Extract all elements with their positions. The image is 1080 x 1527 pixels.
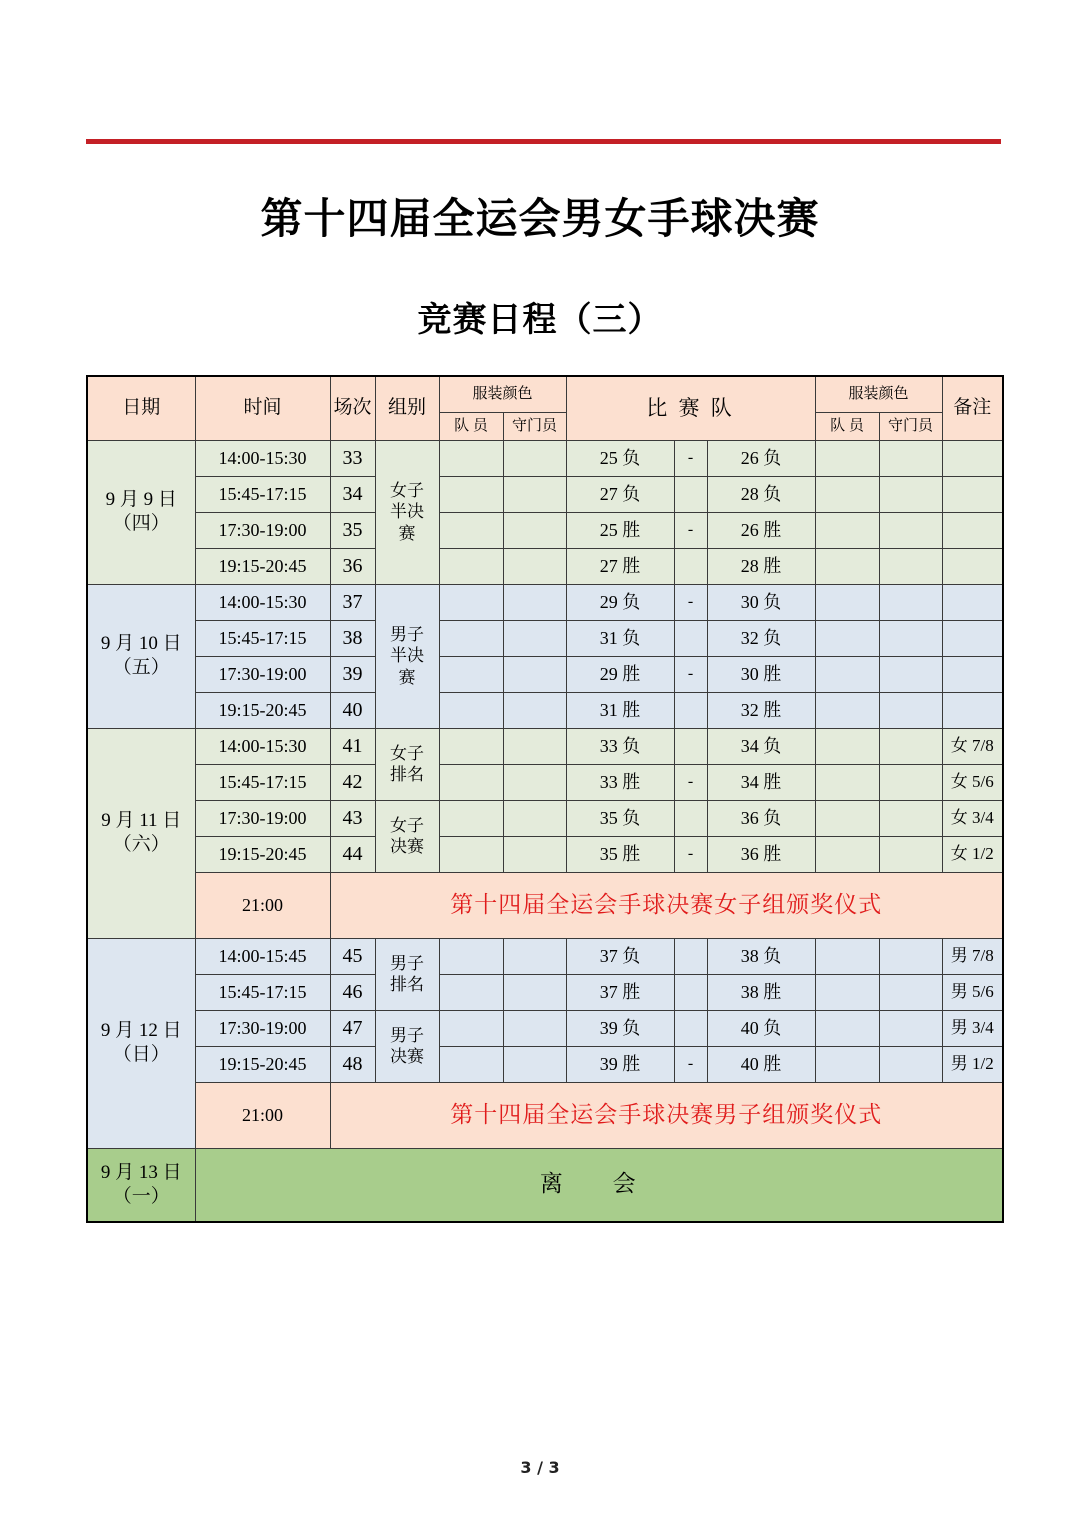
group-line-1: 女子 [390, 743, 424, 763]
uniform-right-player-cell [815, 620, 879, 656]
uniform-right-player-cell [815, 938, 879, 974]
team-left-cell: 25 负 [566, 440, 674, 476]
table-row [87, 728, 1003, 764]
uniform-left-keeper-cell [503, 548, 566, 584]
team-separator-cell [674, 692, 707, 728]
team-separator-cell [674, 938, 707, 974]
ceremony-time-cell: 21:00 [195, 872, 330, 938]
team-separator-cell: - [674, 656, 707, 692]
team-left-cell: 27 负 [566, 476, 674, 512]
match-number-cell: 43 [330, 800, 375, 836]
uniform-left-player-cell [439, 440, 503, 476]
remark-cell: 女 1/2 [942, 836, 1003, 872]
uniform-left-player-cell [439, 974, 503, 1010]
group-line-2: 半决 [390, 646, 424, 666]
time-cell: 15:45-17:15 [195, 974, 330, 1010]
uniform-right-keeper-cell [879, 1010, 942, 1046]
header-remark: 备注 [942, 376, 1003, 440]
uniform-left-keeper-cell [503, 1010, 566, 1046]
group-cell [375, 440, 439, 584]
remark-cell [942, 548, 1003, 584]
remark-cell: 女 7/8 [942, 728, 1003, 764]
team-right-cell: 36 负 [707, 800, 815, 836]
uniform-left-player-cell [439, 764, 503, 800]
uniform-left-keeper-cell [503, 512, 566, 548]
uniform-right-keeper-cell [879, 836, 942, 872]
time-cell: 15:45-17:15 [195, 764, 330, 800]
group-line-1: 男子 [390, 625, 424, 645]
uniform-left-keeper-cell [503, 1046, 566, 1082]
date-cell [87, 440, 195, 584]
team-left-cell: 35 负 [566, 800, 674, 836]
group-cell [375, 1010, 439, 1082]
table-row [87, 938, 1003, 974]
uniform-right-player-cell [815, 764, 879, 800]
group-line-1: 男子 [390, 953, 424, 973]
uniform-left-keeper-cell [503, 476, 566, 512]
uniform-right-player-cell [815, 728, 879, 764]
team-separator-cell [674, 800, 707, 836]
team-left-cell: 29 胜 [566, 656, 674, 692]
page-title: 第十四届全运会男女手球决赛 [260, 194, 820, 243]
team-right-cell: 32 负 [707, 620, 815, 656]
uniform-left-keeper-cell [503, 938, 566, 974]
time-cell: 14:00-15:30 [195, 584, 330, 620]
time-cell: 14:00-15:45 [195, 938, 330, 974]
uniform-right-keeper-cell [879, 938, 942, 974]
table-row [87, 692, 1003, 728]
match-number-cell: 37 [330, 584, 375, 620]
remark-cell [942, 656, 1003, 692]
table-row [87, 584, 1003, 620]
group-line-2: 排名 [390, 765, 424, 784]
group-line-1: 女子 [390, 815, 424, 835]
header-uniform-color-right: 服装颜色 [815, 376, 942, 412]
match-number-cell: 47 [330, 1010, 375, 1046]
table-row [87, 764, 1003, 800]
table-row [87, 1046, 1003, 1082]
team-right-cell: 28 负 [707, 476, 815, 512]
group-cell [375, 938, 439, 1010]
date-cell [87, 584, 195, 728]
departure-text: 离 会 [539, 1171, 658, 1197]
table-row [87, 548, 1003, 584]
team-left-cell: 37 胜 [566, 974, 674, 1010]
remark-cell: 男 3/4 [942, 1010, 1003, 1046]
match-number-cell: 48 [330, 1046, 375, 1082]
remark-cell [942, 620, 1003, 656]
group-cell [375, 728, 439, 800]
uniform-left-player-cell [439, 938, 503, 974]
header-uniform-color-left: 服装颜色 [439, 376, 566, 412]
team-right-cell: 40 负 [707, 1010, 815, 1046]
uniform-left-keeper-cell [503, 728, 566, 764]
team-left-cell: 29 负 [566, 584, 674, 620]
uniform-right-player-cell [815, 800, 879, 836]
match-number-cell: 41 [330, 728, 375, 764]
header-right-keeper: 守门员 [879, 412, 942, 440]
date-line-1: 9 月 11 日 [101, 810, 182, 832]
date-line-2: （五） [112, 657, 170, 678]
group-line-2: 半决 [390, 502, 424, 522]
table-body [87, 440, 1003, 1222]
header-left-player: 队 员 [439, 412, 503, 440]
ceremony-title-cell: 第十四届全运会手球决赛女子组颁奖仪式 [330, 872, 1003, 938]
uniform-right-keeper-cell [879, 512, 942, 548]
header-right-player: 队 员 [815, 412, 879, 440]
uniform-right-keeper-cell [879, 764, 942, 800]
date-line-1: 9 月 9 日 [105, 489, 177, 511]
uniform-left-keeper-cell [503, 764, 566, 800]
uniform-right-keeper-cell [879, 656, 942, 692]
remark-cell [942, 512, 1003, 548]
uniform-left-keeper-cell [503, 656, 566, 692]
departure-date-cell [87, 1148, 195, 1222]
table-row [87, 656, 1003, 692]
team-right-cell: 26 负 [707, 440, 815, 476]
uniform-left-player-cell [439, 548, 503, 584]
uniform-right-player-cell [815, 656, 879, 692]
remark-cell: 女 3/4 [942, 800, 1003, 836]
uniform-left-player-cell [439, 512, 503, 548]
time-cell: 17:30-19:00 [195, 1010, 330, 1046]
uniform-right-player-cell [815, 1010, 879, 1046]
team-right-cell: 30 负 [707, 584, 815, 620]
group-line-1: 男子 [390, 1025, 424, 1045]
remark-cell: 女 5/6 [942, 764, 1003, 800]
header-time: 时间 [195, 376, 330, 440]
match-number-cell: 40 [330, 692, 375, 728]
uniform-right-keeper-cell [879, 800, 942, 836]
team-right-cell: 40 胜 [707, 1046, 815, 1082]
uniform-right-player-cell [815, 512, 879, 548]
date-line-2: （日） [112, 1044, 170, 1065]
ceremony-row [87, 872, 1003, 938]
team-separator-cell [674, 548, 707, 584]
team-left-cell: 31 胜 [566, 692, 674, 728]
team-separator-cell: - [674, 1046, 707, 1082]
date-cell [87, 728, 195, 938]
team-separator-cell [674, 476, 707, 512]
team-separator-cell [674, 974, 707, 1010]
time-cell: 14:00-15:30 [195, 440, 330, 476]
time-cell: 19:15-20:45 [195, 1046, 330, 1082]
team-right-cell: 36 胜 [707, 836, 815, 872]
header-date: 日期 [87, 376, 195, 440]
match-number-cell: 38 [330, 620, 375, 656]
match-number-cell: 45 [330, 938, 375, 974]
departure-label-cell [195, 1148, 1003, 1222]
uniform-left-keeper-cell [503, 974, 566, 1010]
team-right-cell: 34 胜 [707, 764, 815, 800]
header-group: 组别 [375, 376, 439, 440]
uniform-left-player-cell [439, 1010, 503, 1046]
uniform-right-keeper-cell [879, 476, 942, 512]
table-row [87, 620, 1003, 656]
uniform-right-keeper-cell [879, 584, 942, 620]
team-left-cell: 25 胜 [566, 512, 674, 548]
remark-cell [942, 692, 1003, 728]
table-row [87, 1010, 1003, 1046]
time-cell: 14:00-15:30 [195, 728, 330, 764]
uniform-left-keeper-cell [503, 800, 566, 836]
uniform-right-player-cell [815, 1046, 879, 1082]
team-left-cell: 33 胜 [566, 764, 674, 800]
team-left-cell: 39 负 [566, 1010, 674, 1046]
table-row [87, 836, 1003, 872]
uniform-left-keeper-cell [503, 620, 566, 656]
date-line-1: 9 月 12 日 [100, 1020, 182, 1042]
uniform-left-keeper-cell [503, 440, 566, 476]
group-cell [375, 800, 439, 872]
match-number-cell: 36 [330, 548, 375, 584]
group-line-1: 女子 [390, 481, 424, 501]
remark-cell: 男 7/8 [942, 938, 1003, 974]
uniform-right-player-cell [815, 692, 879, 728]
team-right-cell: 34 负 [707, 728, 815, 764]
ceremony-time-cell: 21:00 [195, 1082, 330, 1148]
team-left-cell: 31 负 [566, 620, 674, 656]
time-cell: 17:30-19:00 [195, 512, 330, 548]
time-cell: 17:30-19:00 [195, 800, 330, 836]
team-right-cell: 38 负 [707, 938, 815, 974]
header-row-top [87, 376, 1003, 412]
uniform-left-player-cell [439, 584, 503, 620]
remark-cell [942, 584, 1003, 620]
team-left-cell: 33 负 [566, 728, 674, 764]
departure-row [87, 1148, 1003, 1222]
table-header [87, 376, 1003, 440]
uniform-right-keeper-cell [879, 692, 942, 728]
uniform-left-keeper-cell [503, 692, 566, 728]
remark-cell: 男 1/2 [942, 1046, 1003, 1082]
time-cell: 15:45-17:15 [195, 476, 330, 512]
uniform-right-keeper-cell [879, 1046, 942, 1082]
match-number-cell: 42 [330, 764, 375, 800]
team-right-cell: 30 胜 [707, 656, 815, 692]
team-separator-cell: - [674, 836, 707, 872]
table-row [87, 512, 1003, 548]
team-separator-cell: - [674, 764, 707, 800]
match-number-cell: 33 [330, 440, 375, 476]
uniform-right-keeper-cell [879, 728, 942, 764]
team-separator-cell: - [674, 584, 707, 620]
team-left-cell: 35 胜 [566, 836, 674, 872]
uniform-right-player-cell [815, 974, 879, 1010]
uniform-left-player-cell [439, 620, 503, 656]
date-line-2: （六） [112, 834, 170, 855]
uniform-right-player-cell [815, 548, 879, 584]
uniform-right-player-cell [815, 836, 879, 872]
match-number-cell: 35 [330, 512, 375, 548]
table-row [87, 440, 1003, 476]
date-cell [87, 938, 195, 1148]
uniform-left-player-cell [439, 728, 503, 764]
table-row [87, 800, 1003, 836]
departure-date-line-1: 9 月 13 日 [100, 1162, 182, 1183]
uniform-left-player-cell [439, 836, 503, 872]
remark-cell [942, 440, 1003, 476]
table-row [87, 974, 1003, 1010]
uniform-left-keeper-cell [503, 836, 566, 872]
remark-cell: 男 5/6 [942, 974, 1003, 1010]
ceremony-title-cell: 第十四届全运会手球决赛男子组颁奖仪式 [330, 1082, 1003, 1148]
group-line-3: 赛 [398, 523, 416, 543]
match-number-cell: 46 [330, 974, 375, 1010]
uniform-left-player-cell [439, 800, 503, 836]
uniform-right-player-cell [815, 476, 879, 512]
time-cell: 15:45-17:15 [195, 620, 330, 656]
date-line-2: （四） [112, 513, 170, 534]
date-line-1: 9 月 10 日 [100, 633, 182, 655]
group-line-2: 决赛 [390, 837, 424, 856]
match-number-cell: 34 [330, 476, 375, 512]
header-left-keeper: 守门员 [503, 412, 566, 440]
team-right-cell: 28 胜 [707, 548, 815, 584]
departure-date-line-2: （一） [112, 1185, 170, 1207]
ceremony-row [87, 1082, 1003, 1148]
group-line-2: 决赛 [390, 1047, 424, 1066]
uniform-right-keeper-cell [879, 440, 942, 476]
uniform-right-player-cell [815, 440, 879, 476]
time-cell: 17:30-19:00 [195, 656, 330, 692]
team-left-cell: 39 胜 [566, 1046, 674, 1082]
competition-schedule-table [86, 375, 1004, 1223]
time-cell: 19:15-20:45 [195, 836, 330, 872]
header-teams: 比 赛 队 [566, 376, 815, 440]
group-cell [375, 584, 439, 728]
time-cell: 19:15-20:45 [195, 548, 330, 584]
page-number: 3 / 3 [520, 1458, 560, 1477]
uniform-left-player-cell [439, 1046, 503, 1082]
team-right-cell: 26 胜 [707, 512, 815, 548]
team-separator-cell [674, 728, 707, 764]
uniform-left-player-cell [439, 476, 503, 512]
team-right-cell: 38 胜 [707, 974, 815, 1010]
team-left-cell: 27 胜 [566, 548, 674, 584]
uniform-right-keeper-cell [879, 548, 942, 584]
uniform-right-player-cell [815, 584, 879, 620]
team-left-cell: 37 负 [566, 938, 674, 974]
match-number-cell: 44 [330, 836, 375, 872]
team-separator-cell: - [674, 512, 707, 548]
team-separator-cell [674, 1010, 707, 1046]
team-right-cell: 32 胜 [707, 692, 815, 728]
team-separator-cell [674, 620, 707, 656]
time-cell: 19:15-20:45 [195, 692, 330, 728]
team-separator-cell: - [674, 440, 707, 476]
uniform-left-player-cell [439, 692, 503, 728]
uniform-left-keeper-cell [503, 584, 566, 620]
header-red-rule [86, 139, 1001, 144]
table-row [87, 476, 1003, 512]
uniform-left-player-cell [439, 656, 503, 692]
header-match-no: 场次 [330, 376, 375, 440]
page-subtitle: 竞赛日程（三） [417, 300, 663, 340]
match-number-cell: 39 [330, 656, 375, 692]
group-line-2: 排名 [390, 975, 424, 994]
uniform-right-keeper-cell [879, 620, 942, 656]
group-line-3: 赛 [398, 667, 416, 687]
uniform-right-keeper-cell [879, 974, 942, 1010]
remark-cell [942, 476, 1003, 512]
